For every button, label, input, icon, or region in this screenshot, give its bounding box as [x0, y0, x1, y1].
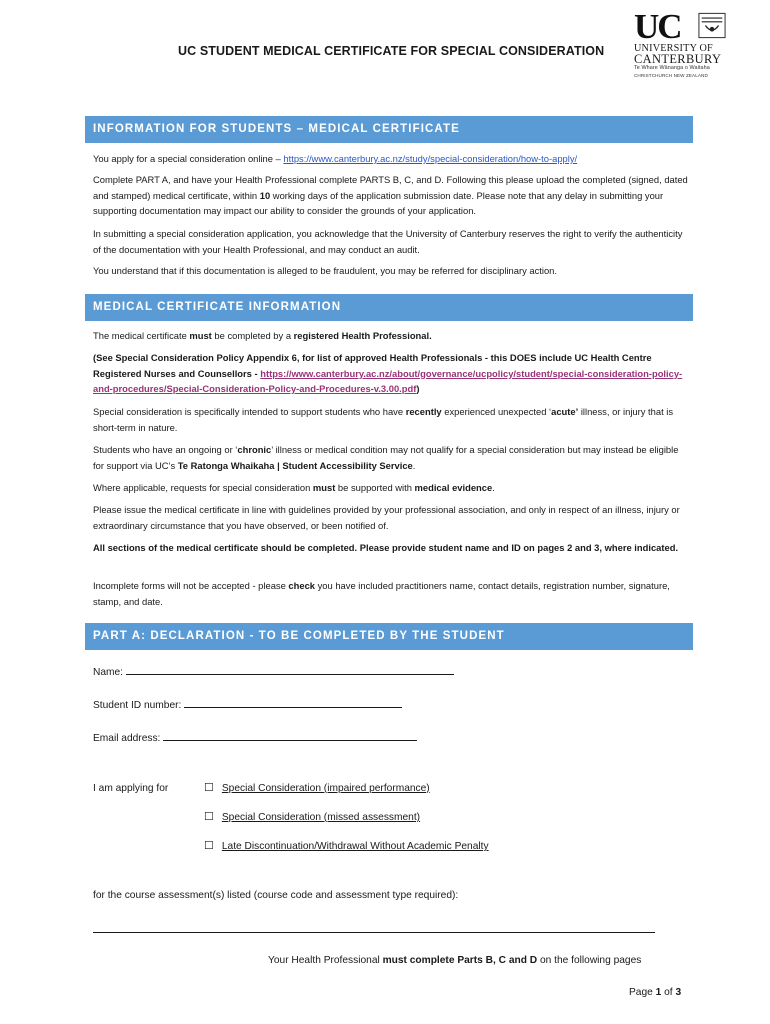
- policy-link[interactable]: https://www.canterbury.ac.nz/about/governance/ucpolicy/student/special-consideration-policy-and-procedures/Special-Consideration-Policy-and-Procedures-v.3.00.pdf: [93, 367, 683, 394]
- name-field[interactable]: [126, 664, 454, 675]
- info-p2-text-b: working days of the application submission date. Please note that any delay in submitting your supporting documentation may impact our ability to consider the grounds of your application.: [93, 189, 664, 216]
- med-p5-evidence: medical evidence: [414, 482, 493, 493]
- info-paragraph-2: [93, 172, 691, 219]
- checkbox-icon[interactable]: ☐: [204, 811, 214, 823]
- med-p8-check: check: [288, 580, 316, 591]
- student-id-field-row: [93, 697, 402, 711]
- page-of: of: [661, 987, 676, 998]
- page-current: 1: [655, 987, 662, 998]
- email-field-row: [93, 730, 417, 744]
- page-total: 3: [675, 987, 682, 998]
- course-assessment-label: for the course assessment(s) listed (course code and assessment type required):: [93, 890, 459, 901]
- email-field[interactable]: [163, 730, 417, 741]
- footer-note-c: on the following pages: [537, 955, 642, 966]
- info-p1-text: You apply for a special consideration online –: [93, 153, 284, 164]
- university-logo: [634, 7, 730, 82]
- med-p5-a: Where applicable, requests for special consideration: [93, 482, 313, 493]
- crest-icon: [698, 12, 726, 39]
- med-p8-c: you have included practitioners name, contact details, registration number, signature, stamp, and date.: [93, 580, 670, 607]
- student-id-field[interactable]: [184, 697, 402, 708]
- med-p3-c: experienced unexpected ‘: [441, 406, 552, 417]
- med-p3-d: illness, or injury that is short-term in nature.: [93, 406, 674, 433]
- med-p1-a: The medical certificate: [93, 330, 190, 341]
- med-p1-c: be completed by a: [211, 330, 294, 341]
- medical-paragraph-8: [93, 578, 691, 609]
- logo-line4: CHRISTCHURCH NEW ZEALAND: [634, 73, 708, 78]
- med-p4-d: .: [412, 459, 416, 471]
- medical-paragraph-5: [93, 480, 691, 496]
- section-heading-medical-certificate: MEDICAL CERTIFICATE INFORMATION: [85, 294, 693, 321]
- info-p2-text-a: Complete PART A, and have your Health Professional complete PARTS B, C, and D. Following this please upload the completed (signed, dated and stamped) medical certificate, within: [93, 174, 688, 201]
- applying-for-label: I am applying for: [93, 783, 169, 794]
- checkbox-icon[interactable]: ☐: [204, 782, 214, 794]
- option-missed-assessment[interactable]: [204, 810, 420, 823]
- info-paragraph-3: In submitting a special consideration application, you acknowledge that the University of Canterbury reserves the right to verify the authenticity of the documentation with your Health Professional, and may conduct an audit.: [93, 228, 683, 255]
- med-p4-chronic: chronic: [237, 444, 272, 455]
- med-p1-must: must: [189, 330, 212, 341]
- med-p3-acute: acute’: [551, 406, 579, 417]
- name-field-row: [93, 664, 454, 678]
- section-heading-part-a: PART A: DECLARATION - TO BE COMPLETED BY THE STUDENT: [85, 623, 693, 650]
- logo-mark: UC: [634, 7, 681, 46]
- footer-note: [268, 955, 641, 966]
- option-impaired-performance[interactable]: [204, 781, 430, 794]
- med-p5-c: be supported with: [335, 482, 415, 493]
- email-label: Email address:: [93, 733, 164, 744]
- page-number: [629, 987, 681, 998]
- info-paragraph-1: [93, 151, 691, 167]
- med-p5-must: must: [312, 482, 336, 493]
- option-label: Late Discontinuation/Withdrawal Without Academic Penalty: [221, 841, 489, 852]
- footer-note-a: Your Health Professional: [268, 955, 383, 966]
- med-p4-c: ’ illness or medical condition may not qualify for a special consideration but may instead be eligible for support via UC’s: [93, 444, 679, 471]
- page-title: UC STUDENT MEDICAL CERTIFICATE FOR SPECIAL CONSIDERATION: [178, 44, 605, 58]
- student-id-label: Student ID number:: [93, 700, 185, 711]
- med-p2-end: ): [416, 383, 420, 394]
- section-heading-information: INFORMATION FOR STUDENTS – MEDICAL CERTIFICATE: [85, 116, 693, 143]
- course-assessment-field[interactable]: [93, 932, 655, 933]
- medical-paragraph-6: Please issue the medical certificate in line with guidelines provided by your professional association, and only in respect of an illness, injury or extraordinary circumstance that you have observed, or been notified of.: [93, 504, 680, 531]
- med-p8-a: Incomplete forms will not be accepted - please: [93, 580, 289, 591]
- logo-line1: UNIVERSITY OF: [634, 43, 713, 54]
- medical-paragraph-1: [93, 328, 691, 344]
- option-late-discontinuation[interactable]: [204, 839, 489, 852]
- med-p1-registered: registered Health Professional.: [293, 330, 432, 341]
- medical-paragraph-2: [93, 350, 691, 397]
- apply-online-link[interactable]: https://www.canterbury.ac.nz/study/special-consideration/how-to-apply/: [283, 153, 578, 164]
- medical-paragraph-3: [93, 404, 691, 435]
- checkbox-icon[interactable]: ☐: [204, 840, 214, 852]
- med-p5-d: .: [492, 482, 495, 493]
- footer-note-bold: must complete Parts B, C and D: [382, 955, 538, 966]
- logo-line2: CANTERBURY: [634, 52, 722, 66]
- med-p3-recently: recently: [405, 406, 442, 417]
- info-p2-days: 10: [259, 189, 271, 201]
- med-p4-a: Students who have an ongoing or ‘: [93, 444, 238, 455]
- logo-line3: Te Whare Wānanga o Waitaha: [634, 65, 710, 71]
- med-p4-service: Te Ratonga Whaikaha | Student Accessibility Service: [177, 459, 413, 471]
- option-label: Special Consideration (missed assessment): [221, 812, 421, 823]
- option-label: Special Consideration (impaired performance): [221, 783, 430, 794]
- page-label: Page: [629, 987, 656, 998]
- info-paragraph-4: You understand that if this documentation is alleged to be fraudulent, you may be referred for disciplinary action.: [93, 265, 557, 276]
- med-p2-text: (See Special Consideration Policy Appendix 6, for list of approved Health Professionals - this DOES include UC Health Centre Registered Nurses and Counsellors -: [93, 352, 652, 379]
- med-p3-a: Special consideration is specifically intended to support students who have: [93, 406, 406, 417]
- name-label: Name:: [93, 667, 126, 678]
- medical-paragraph-7: All sections of the medical certificate should be completed. Please provide student name and ID on pages 2 and 3, where indicated.: [93, 542, 679, 553]
- medical-paragraph-4: [93, 442, 691, 473]
